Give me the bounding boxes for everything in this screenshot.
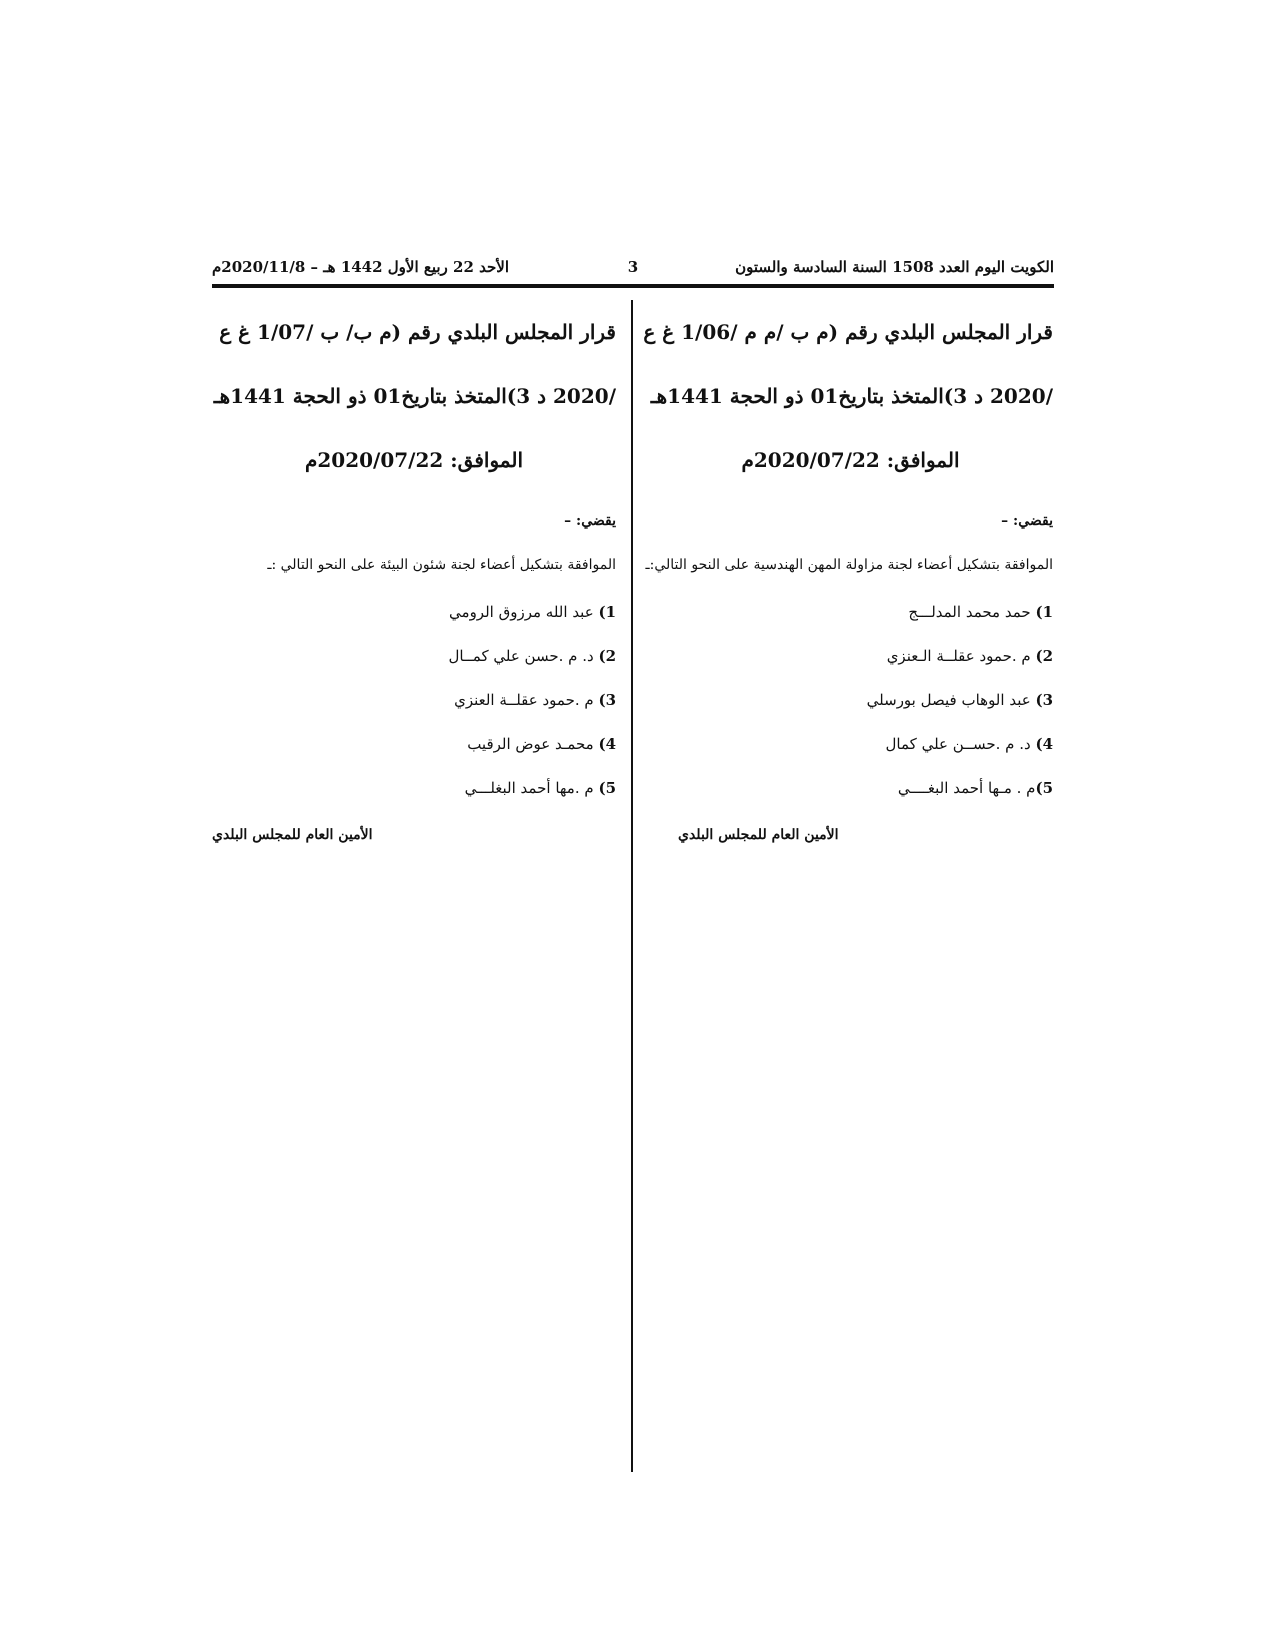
member-name: م . مـها أحمد البغــــي xyxy=(897,779,1036,797)
signature: الأمين العام للمجلس البلدي xyxy=(678,827,839,843)
gazette-issue-info: الكويت اليوم العدد 1508 السنة السادسة والستون xyxy=(735,258,1054,276)
list-item xyxy=(648,678,1053,722)
member-name: عبد الله مرزوق الرومي xyxy=(449,603,594,621)
list-item xyxy=(212,634,616,678)
header-rule xyxy=(212,284,1054,288)
member-number: 5) xyxy=(598,779,616,797)
member-name: د. م .حسن علي كمــال xyxy=(448,647,594,665)
member-number: 5) xyxy=(1035,779,1053,797)
decision-intro: الموافقة بتشكيل أعضاء لجنة شئون البيئة على النحو التالي :ـ xyxy=(267,557,616,573)
column-divider xyxy=(631,300,633,1472)
decision-title-line1: قرار المجلس البلدي رقم (م ب /م م /1/06 غ ع xyxy=(643,320,1053,344)
member-number: 1) xyxy=(598,603,616,621)
member-name: د. م .حســن علي كمال xyxy=(885,735,1031,753)
member-name: م .حمود عقلــة العنزي xyxy=(454,691,594,709)
member-name: م .حمود عقلــة الـعنزي xyxy=(886,647,1031,665)
list-item xyxy=(212,678,616,722)
member-name: م .مها أحمد البغلـــي xyxy=(464,779,594,797)
member-number: 1) xyxy=(1035,603,1053,621)
member-number: 2) xyxy=(1035,647,1053,665)
decides-label: يقضي: – xyxy=(1001,513,1053,529)
member-list xyxy=(648,590,1053,810)
member-name: حمد محمد المدلـــج xyxy=(908,603,1031,621)
page-number: 3 xyxy=(627,258,639,276)
page-header xyxy=(212,258,1054,282)
decision-column-engineering xyxy=(643,300,1053,864)
member-number: 3) xyxy=(598,691,616,709)
member-number: 3) xyxy=(1035,691,1053,709)
member-number: 4) xyxy=(598,735,616,753)
gazette-date: الأحد 22 ربيع الأول 1442 هـ – 2020/11/8م xyxy=(212,258,509,276)
list-item xyxy=(648,722,1053,766)
list-item xyxy=(648,590,1053,634)
decision-date: الموافق: 2020/07/22م xyxy=(741,448,960,472)
decides-label: يقضي: – xyxy=(564,513,616,529)
member-number: 4) xyxy=(1035,735,1053,753)
decision-column-environment xyxy=(212,300,616,864)
member-number: 2) xyxy=(598,647,616,665)
list-item xyxy=(648,766,1053,810)
decision-title-line2: /2020 د 3)المتخذ بتاريخ01 ذو الحجة 1441هـ xyxy=(213,384,616,408)
list-item xyxy=(648,634,1053,678)
list-item xyxy=(212,766,616,810)
list-item xyxy=(212,590,616,634)
list-item xyxy=(212,722,616,766)
member-list xyxy=(212,590,616,810)
decision-title-line1: قرار المجلس البلدي رقم (م ب/ ب /1/07 غ ع xyxy=(219,320,616,344)
signature: الأمين العام للمجلس البلدي xyxy=(212,827,373,843)
member-name: عبد الوهاب فيصل بورسلي xyxy=(866,691,1031,709)
decision-title-line2: /2020 د 3)المتخذ بتاريخ01 ذو الحجة 1441هـ xyxy=(650,384,1053,408)
decision-date: الموافق: 2020/07/22م xyxy=(304,448,523,472)
member-name: محمـد عوض الرقيب xyxy=(467,735,594,753)
decision-intro: الموافقة بتشكيل أعضاء لجنة مزاولة المهن الهندسية على النحو التالي:ـ xyxy=(645,557,1053,573)
